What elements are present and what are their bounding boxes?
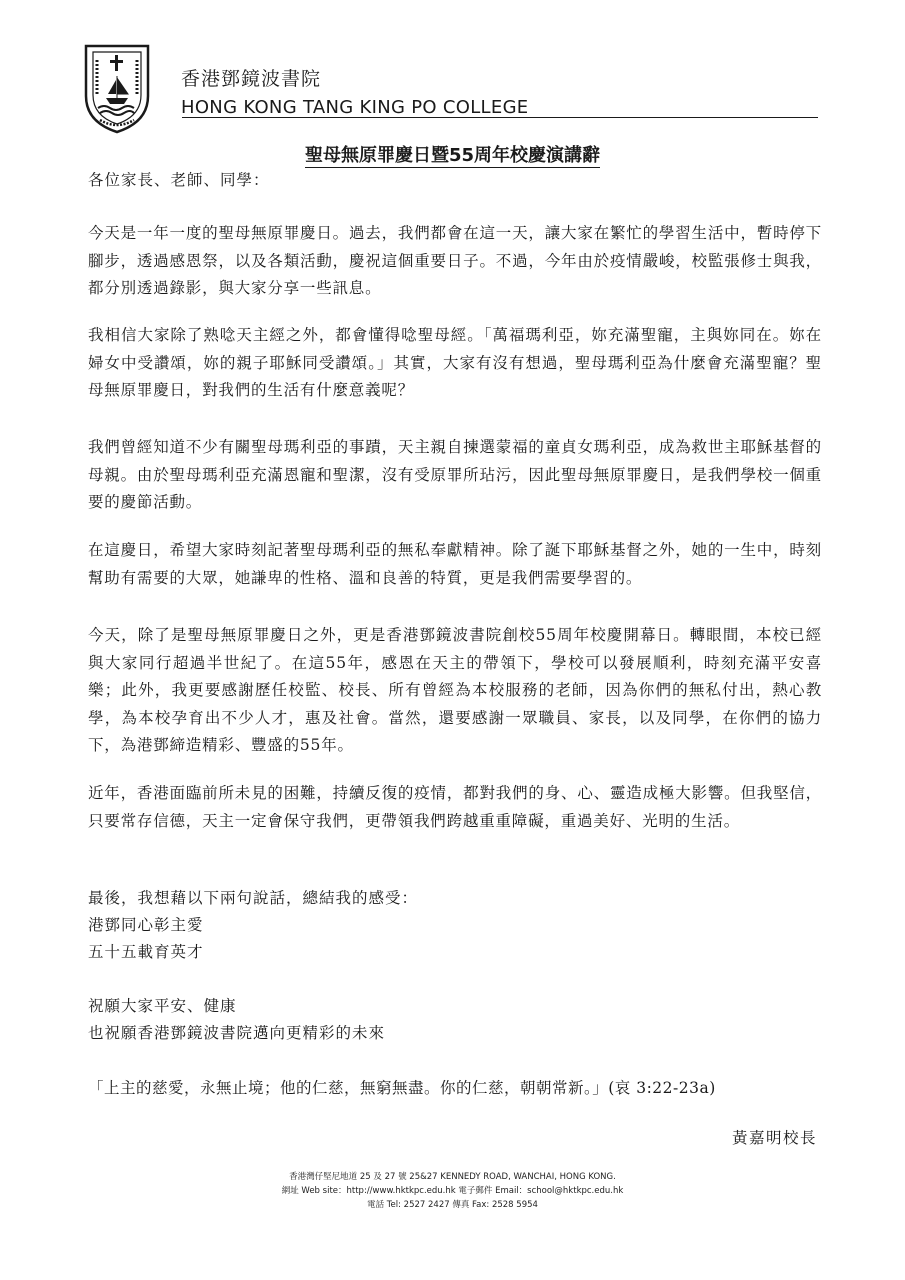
- paragraph-1: 今天是一年一度的聖母無原罪慶日。過去，我們都會在這一天，讓大家在繁忙的學習生活中，暫時停下腳步，透過感恩祭，以及各類活動，慶祝這個重要日子。不過，今年由於疫情嚴峻，校監張修士與我，都分別透過錄影，與大家分享一些訊息。: [88, 224, 822, 297]
- paragraph-2: 我相信大家除了熟唸天主經之外，都會懂得唸聖母經。「萬福瑪利亞，妳充滿聖寵，主與妳同在。妳在婦女中受讚頌，妳的親子耶穌同受讚頌。」其實，大家有沒有想過，聖母瑪利亞為什麼會充滿聖寵？聖母無原罪慶日，對我們的生活有什麼意義呢？: [88, 326, 822, 399]
- paragraph-3: 我們曾經知道不少有關聖母瑪利亞的事蹟，天主親自揀選蒙福的童貞女瑪利亞，成為救世主耶穌基督的母親。由於聖母瑪利亞充滿恩寵和聖潔，沒有受原罪所玷污，因此聖母無原罪慶日，是我們學校一個重要的慶節活動。: [88, 438, 822, 511]
- blessing-line-2: 也祝願香港鄧鏡波書院邁向更精彩的未來: [88, 1024, 386, 1042]
- footer-address: 香港灣仔堅尼地道 25 及 27 號 25&27 KENNEDY ROAD, WANCHAI, HONG KONG.: [289, 1172, 616, 1182]
- school-crest-icon: [80, 40, 154, 136]
- couplet-line-1: 港鄧同心彰主愛: [88, 916, 204, 934]
- speech-title: [0, 141, 905, 167]
- footer-phone-fax: 電話 Tel: 2527 2427 傳真 Fax: 2528 5954: [367, 1200, 538, 1210]
- couplet-line-2: 五十五載育英才: [88, 943, 204, 961]
- header-divider: [182, 117, 818, 118]
- blessing-line-1: 祝願大家平安、健康: [88, 997, 237, 1015]
- principal-signature: 黃嘉明校長: [731, 1129, 817, 1147]
- speech-title-text: 聖母無原罪慶日暨55周年校慶演講辭: [304, 145, 601, 166]
- closing-intro: 最後，我想藉以下兩句說話，總結我的感受：: [88, 889, 419, 907]
- letterhead-footer: [0, 1170, 905, 1212]
- scripture-quote: 「上主的慈愛，永無止境；他的仁慈，無窮無盡。你的仁慈，朝朝常新。」(哀 3:22-23a): [88, 1079, 716, 1097]
- paragraph-6: 近年，香港面臨前所未見的困難，持續反復的疫情，都對我們的身、心、靈造成極大影響。但我堅信，只要常存信德，天主一定會保守我們，更帶領我們跨越重重障礙，重過美好、光明的生活。: [88, 784, 822, 830]
- paragraph-4: 在這慶日，希望大家時刻記著聖母瑪利亞的無私奉獻精神。除了誕下耶穌基督之外，她的一生中，時刻幫助有需要的大眾，她謙卑的性格、溫和良善的特質，更是我們需要學習的。: [88, 541, 822, 587]
- school-name-en: HONG KONG TANG KING PO COLLEGE: [181, 97, 529, 118]
- school-name-zh: 香港鄧鏡波書院: [181, 68, 322, 90]
- paragraph-5: 今天，除了是聖母無原罪慶日之外，更是香港鄧鏡波書院創校55周年校慶開幕日。轉眼間，本校已經與大家同行超過半世紀了。在這55年，感恩在天主的帶領下，學校可以發展順利，時刻充滿平安喜樂；此外，我更要感謝歷任校監、校長、所有曾經為本校服務的老師，因為你們的無私付出，熱心教學，為本校孕育出不少人才，惠及社會。當然，還要感謝一眾職員、家長，以及同學，在你們的協力下，為港鄧締造精彩、豐盛的55年。: [88, 626, 822, 754]
- salutation: 各位家長、老師、同學：: [88, 171, 270, 189]
- footer-web-email: 網址 Web site：http://www.hktkpc.edu.hk 電子郵件 Email：school@hktkpc.edu.hk: [281, 1186, 624, 1196]
